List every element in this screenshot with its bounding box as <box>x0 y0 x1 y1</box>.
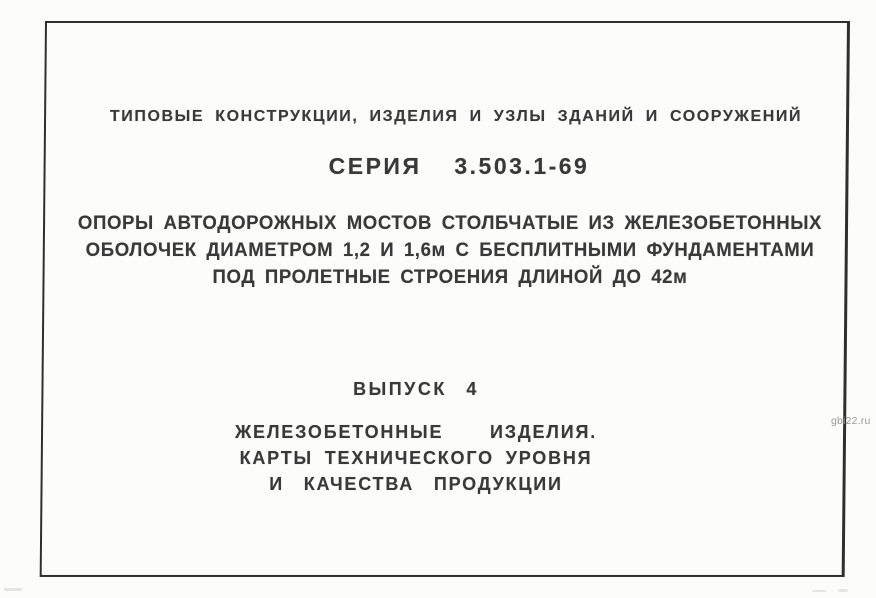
document-subtitle <box>0 419 832 497</box>
site-watermark: gbi22.ru <box>831 415 871 427</box>
subtitle-line-3: И КАЧЕСТВА ПРОДУКЦИИ <box>269 474 563 494</box>
document-title <box>45 210 854 291</box>
scan-artifact <box>812 590 826 592</box>
subtitle-line-1: ЖЕЛЕЗОБЕТОННЫЕ ИЗДЕЛИЯ. <box>234 422 598 442</box>
title-line-1: ОПОРЫ АВТОДОРОЖНЫХ МОСТОВ СТОЛБЧАТЫЕ ИЗ ЖЕЛЕЗОБЕТОННЫХ <box>77 213 823 234</box>
series-number-line: СЕРИЯ 3.503.1-69 <box>328 153 590 179</box>
issue-number-line: ВЫПУСК 4 <box>353 379 479 399</box>
scan-artifact <box>838 589 848 592</box>
scan-artifact <box>4 588 22 591</box>
subtitle-line-2: КАРТЫ ТЕХНИЧЕСКОГО УРОВНЯ <box>239 448 593 468</box>
document-category-line: ТИПОВЫЕ КОНСТРУКЦИИ, ИЗДЕЛИЯ И УЗЛЫ ЗДАНИЙ И СООРУЖЕНИЙ <box>109 108 803 125</box>
title-line-2: ОБОЛОЧЕК ДИАМЕТРОМ 1,2 И 1,6м С БЕСПЛИТНЫМИ ФУНДАМЕНТАМИ <box>85 240 815 261</box>
title-line-3: ПОД ПРОЛЕТНЫЕ СТРОЕНИЯ ДЛИНОЙ ДО 42м <box>212 267 688 288</box>
